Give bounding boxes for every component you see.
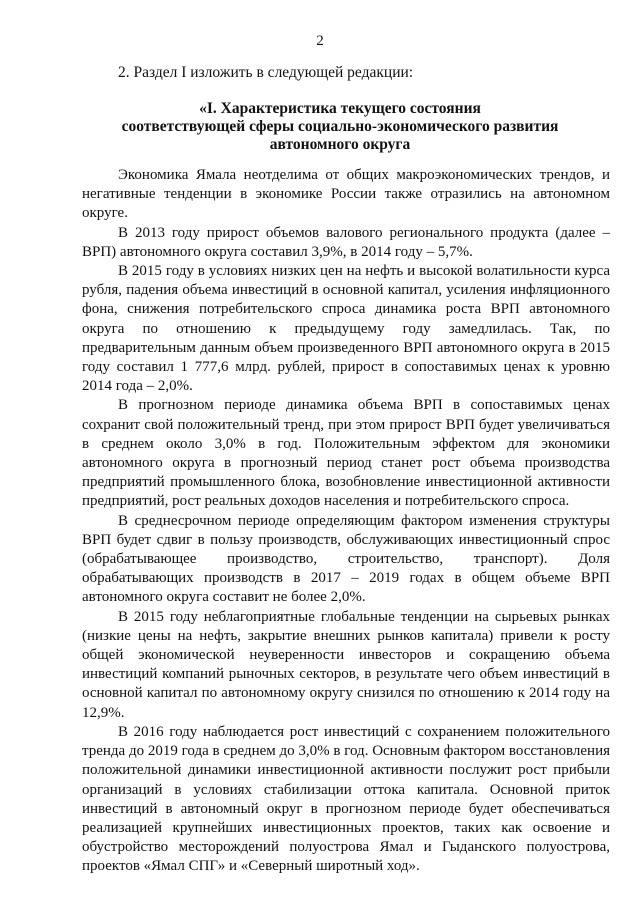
section-title-line-3: автономного округа xyxy=(269,136,411,153)
paragraph: Экономика Ямала неотделима от общих макроэкономических трендов, и негативные тенденции в экономике России также отразились на автономном округе. xyxy=(82,167,610,222)
section-title xyxy=(70,100,610,154)
paragraph: В среднесрочном периоде определяющим фактором изменения структуры ВРП будет сдвиг в пользу производств, обслуживающих инвестиционный спрос (обрабатывающее производство, строительство, транспорт). Доля обрабатывающих производств в 2017 – 2019 годах в общем объеме ВРП автономного округа составит не более 2,0%. xyxy=(82,512,610,606)
paragraph: В 2013 году прирост объемов валового регионального продукта (далее – ВРП) автономного округа составил 3,9%, в 2014 году – 5,7%. xyxy=(82,224,610,260)
body-text xyxy=(82,166,610,877)
section-title-line-2: соответствующей сферы социально-экономического развития xyxy=(121,118,559,135)
page-number: 2 xyxy=(316,33,324,49)
amendment-intro: 2. Раздел I изложить в следующей редакции: xyxy=(118,64,414,81)
paragraph: В 2015 году неблагоприятные глобальные тенденции на сырьевых рынках (низкие цены на нефть, закрытие внешних рынков капитала) привели к росту общей экономической неуверенности инвесторов и сокращению объема инвестиций компаний рыночных секторов, в результате чего объем инвестиций в основной капитал по автономному округу снизился по отношению к 2014 году на 12,9%. xyxy=(82,608,610,721)
section-title-line-1: «I. Характеристика текущего состояния xyxy=(199,100,481,117)
paragraph: В 2016 году наблюдается рост инвестиций с сохранением положительного тренда до 2019 года в среднем до 3,0% в год. Основным фактором восстановления положительной динамики инвестиционной активности послужит рост прибыли организаций в условиях стабилизации оттока капитала. Основной приток инвестиций в автономный округ в прогнозном периоде будет обеспечиваться реализацией крупнейших инвестиционных проектов, таких как освоение и обустройство месторождений полуострова Ямал и Гыданского полуострова, проектов «Ямал СПГ» и «Северный широтный ход». xyxy=(82,723,610,875)
paragraph: В прогнозном периоде динамика объема ВРП в сопоставимых ценах сохранит свой положительный тренд, при этом прирост ВРП будет увеличиваться в среднем около 3,0% в год. Положительным эффектом для экономики автономного округа в прогнозный период станет рост объема производства предприятий промышленного блока, возобновление инвестиционной активности предприятий, рост реальных доходов населения и потребительского спроса. xyxy=(82,397,610,510)
paragraph: В 2015 году в условиях низких цен на нефть и высокой волатильности курса рубля, падения объема инвестиций в основной капитал, усиления инфляционного фона, снижения потребительского спроса динамика роста ВРП автономного округа по отношению к предыдущему году замедлилась. Так, по предварительным данным объем произведенного ВРП автономного округа в 2015 году составил 1 777,6 млрд. рублей, прирост в сопоставимых ценах к уровню 2014 года – 2,0%. xyxy=(82,263,610,395)
